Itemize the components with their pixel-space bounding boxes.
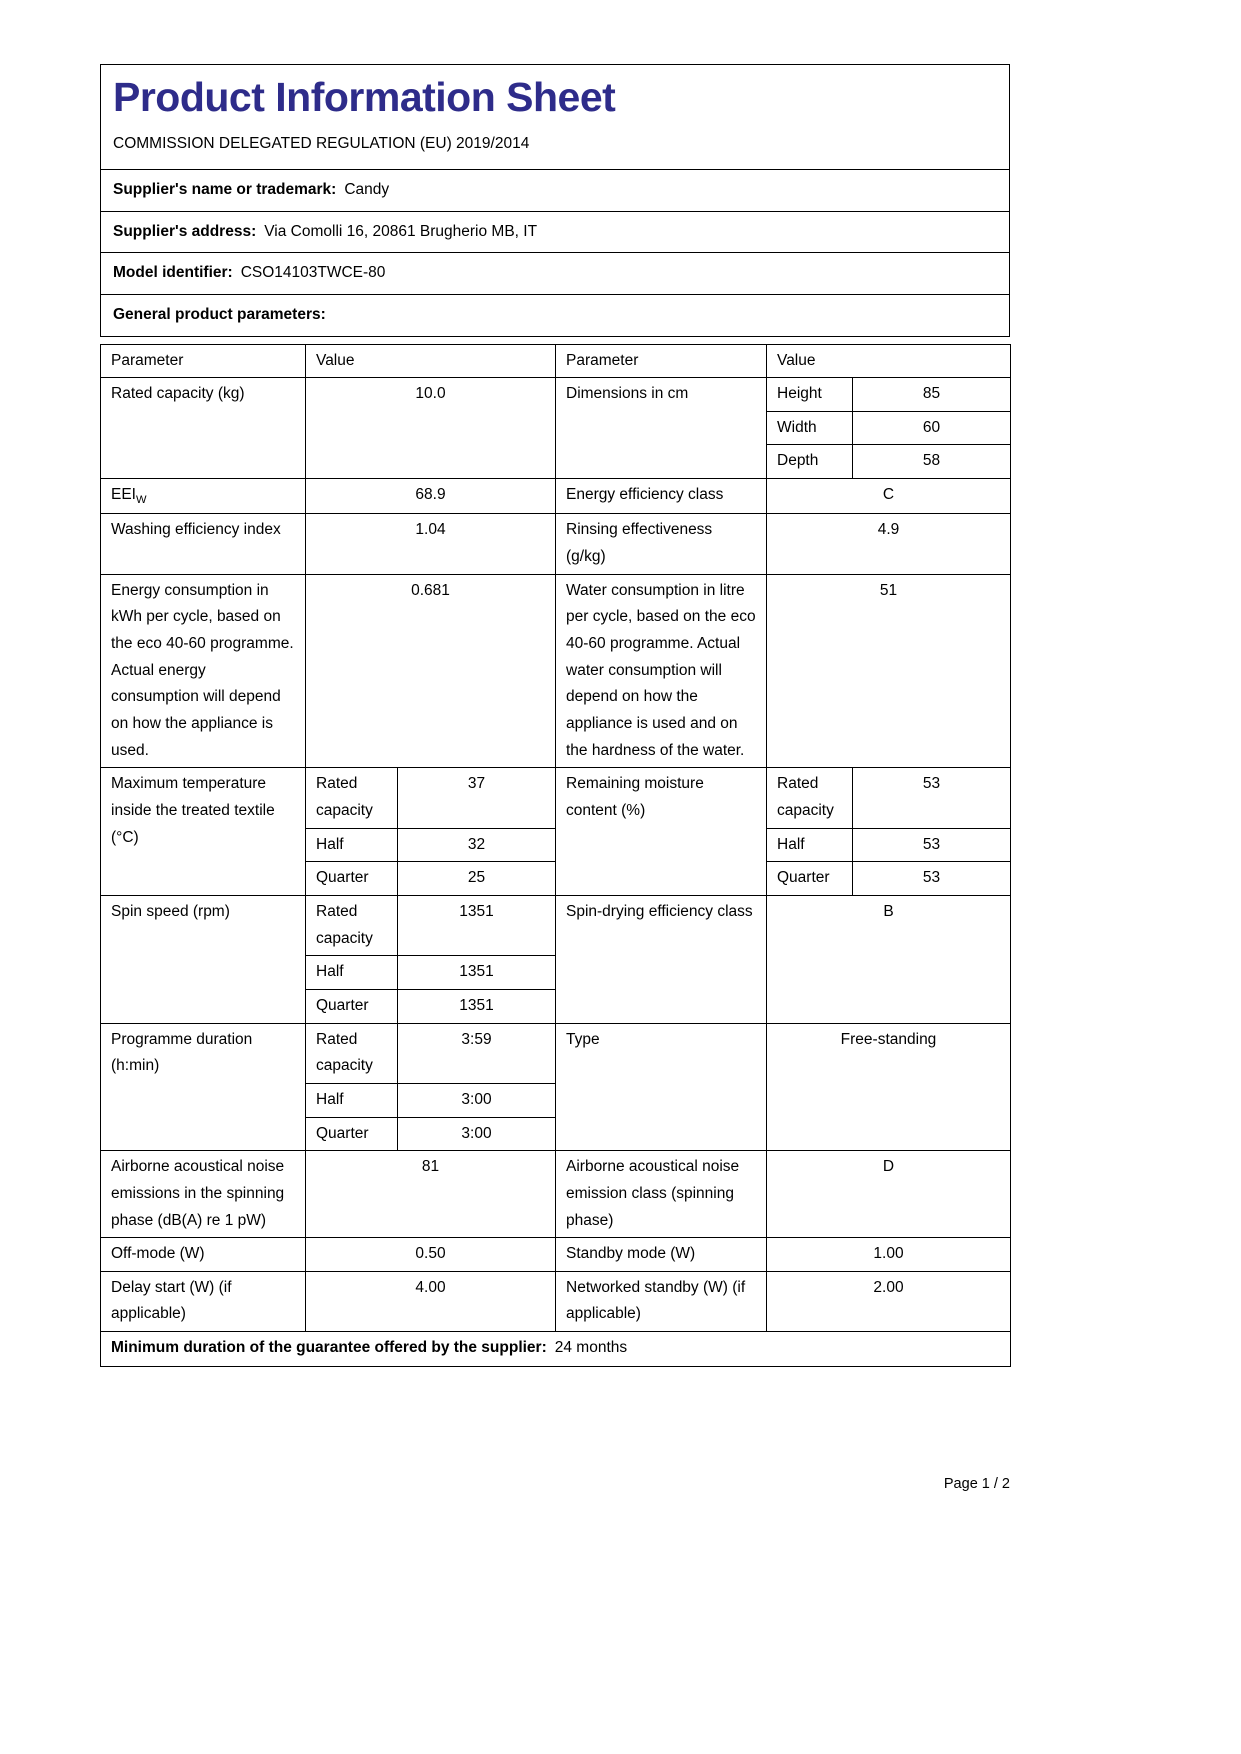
guarantee-value: 24 months [554,1339,628,1357]
sub-value-cell: 37 [398,768,556,828]
eei-subscript: W [135,494,147,507]
document-page [100,64,1010,1367]
param-cell: Standby mode (W) [556,1238,767,1272]
sub-value-cell: 85 [853,378,1011,412]
param-cell: Programme duration (h:min) [101,1023,306,1151]
sub-value-cell: 3:00 [398,1083,556,1117]
sub-label-cell: Half [306,1083,398,1117]
sub-label-cell: Half [306,828,398,862]
value-cell: 81 [306,1151,556,1238]
sub-value-cell: 60 [853,411,1011,445]
row-energy-consumption [101,574,1011,768]
row-acoustic-noise [101,1151,1011,1238]
param-cell: Off-mode (W) [101,1238,306,1272]
col-header-parameter-left: Parameter [101,344,306,378]
sub-label-cell: Rated capacity [306,1023,398,1083]
sub-label-cell: Rated capacity [767,768,853,828]
row-max-temperature [101,768,1011,828]
sub-label-cell: Rated capacity [306,895,398,955]
param-cell: Energy consumption in kWh per cycle, based on the eco 40-60 programme. Actual energy consumption will depend on how the appliance is used. [101,574,306,768]
row-eei [101,479,1011,514]
value-cell: 10.0 [306,378,556,479]
value-cell: 1.04 [306,514,556,574]
value-cell: 68.9 [306,479,556,514]
row-spin-speed [101,895,1011,955]
sub-value-cell: 53 [853,828,1011,862]
value-cell: D [767,1151,1011,1238]
value-cell: 4.00 [306,1271,556,1331]
value-cell: 51 [767,574,1011,768]
sub-value-cell: 1351 [398,989,556,1023]
param-cell: Airborne acoustical noise emission class (spinning phase) [556,1151,767,1238]
param-cell: Type [556,1023,767,1151]
sub-label-cell: Half [767,828,853,862]
sub-label-cell: Half [306,956,398,990]
page-number: Page 1 / 2 [943,1476,1010,1492]
parameters-table [100,344,1011,1368]
sub-label-cell: Height [767,378,853,412]
regulation-subtitle: COMMISSION DELEGATED REGULATION (EU) 2019/2014 [113,135,530,153]
page-title: Product Information Sheet [113,74,616,120]
param-cell: Networked standby (W) (if applicable) [556,1271,767,1331]
guarantee-cell [101,1332,1011,1367]
page-footer [100,1476,1010,1492]
param-cell: Water consumption in litre per cycle, based on the eco 40-60 programme. Actual water consumption will depend on how the appliance is used and on the hardness of the water. [556,574,767,768]
param-cell: Airborne acoustical noise emissions in the spinning phase (dB(A) re 1 pW) [101,1151,306,1238]
value-cell: 0.681 [306,574,556,768]
sub-value-cell: 25 [398,862,556,896]
row-guarantee [101,1332,1011,1367]
sub-value-cell: 1351 [398,956,556,990]
param-cell: Washing efficiency index [101,514,306,574]
row-programme-duration [101,1023,1011,1083]
sub-value-cell: 53 [853,862,1011,896]
sub-value-cell: 3:59 [398,1023,556,1083]
sub-label-cell: Quarter [306,1117,398,1151]
row-rated-capacity [101,378,1011,412]
header-section [100,64,1010,337]
sub-label-cell: Quarter [306,862,398,896]
param-cell: Spin-drying efficiency class [556,895,767,1023]
param-cell: Rated capacity (kg) [101,378,306,479]
supplier-address-label: Supplier's address: [113,222,257,240]
supplier-name-row [101,170,1009,212]
sub-value-cell: 1351 [398,895,556,955]
model-identifier-value: CSO14103TWCE-80 [240,264,386,282]
guarantee-label: Minimum duration of the guarantee offered by the supplier: [111,1339,547,1357]
sub-label-cell: Width [767,411,853,445]
sub-value-cell: 32 [398,828,556,862]
param-cell: Energy efficiency class [556,479,767,514]
row-delay-start [101,1271,1011,1331]
model-identifier-label: Model identifier: [113,264,233,282]
value-cell: Free-standing [767,1023,1011,1151]
model-identifier-row [101,253,1009,295]
supplier-name-label: Supplier's name or trademark: [113,180,337,198]
sub-label-cell: Depth [767,445,853,479]
supplier-address-value: Via Comolli 16, 20861 Brugherio MB, IT [264,222,538,240]
value-cell: B [767,895,1011,1023]
supplier-name-value: Candy [344,180,390,198]
param-cell: Delay start (W) (if applicable) [101,1271,306,1331]
supplier-address-row [101,212,1009,254]
param-cell: Maximum temperature inside the treated textile (°C) [101,768,306,896]
eei-label: EEI [111,486,136,504]
col-header-value-left: Value [306,344,556,378]
param-cell: Remaining moisture content (%) [556,768,767,896]
table-header-row [101,344,1011,378]
value-cell: 1.00 [767,1238,1011,1272]
param-cell: Rinsing effectiveness (g/kg) [556,514,767,574]
sub-value-cell: 58 [853,445,1011,479]
row-washing-efficiency [101,514,1011,574]
row-off-mode [101,1238,1011,1272]
sub-label-cell: Quarter [767,862,853,896]
sub-value-cell: 53 [853,768,1011,828]
sub-value-cell: 3:00 [398,1117,556,1151]
value-cell: 0.50 [306,1238,556,1272]
param-cell [101,479,306,514]
sub-label-cell: Rated capacity [306,768,398,828]
value-cell: C [767,479,1011,514]
sub-label-cell: Quarter [306,989,398,1023]
param-cell: Spin speed (rpm) [101,895,306,1023]
general-parameters-heading [101,295,1009,336]
value-cell: 2.00 [767,1271,1011,1331]
param-cell: Dimensions in cm [556,378,767,479]
title-block [101,65,1009,170]
col-header-value-right: Value [767,344,1011,378]
general-parameters-label: General product parameters: [113,305,326,323]
value-cell: 4.9 [767,514,1011,574]
col-header-parameter-right: Parameter [556,344,767,378]
